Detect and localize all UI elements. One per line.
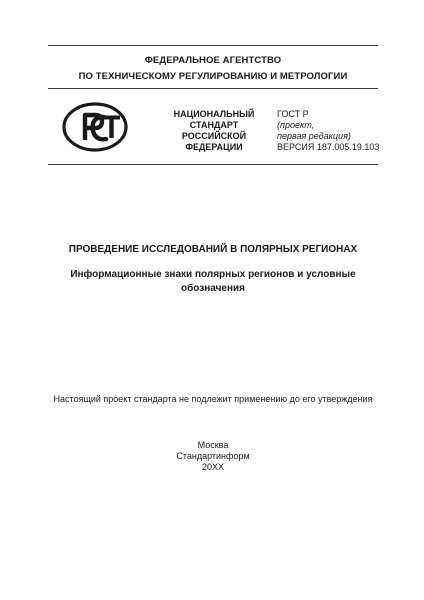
standard-type-line-2: СТАНДАРТ — [189, 120, 239, 130]
gost-designation-block — [277, 109, 379, 153]
standard-type-line-4: ФЕДЕРАЦИИ — [185, 142, 243, 152]
header-rule — [48, 88, 378, 89]
rst-certification-mark-icon — [62, 102, 128, 152]
agency-header — [48, 53, 378, 85]
standard-type-line-3: РОССИЙСКОЙ — [181, 131, 247, 141]
agency-line-2: ПО ТЕХНИЧЕСКОМУ РЕГУЛИРОВАНИЮ И МЕТРОЛОГИИ — [78, 71, 348, 82]
document-subtitle: Информационные знаки полярных регионов и условные обозначения — [70, 269, 356, 294]
standard-type-line-1: НАЦИОНАЛЬНЫЙ — [173, 109, 255, 119]
imprint-publisher: Стандартинформ — [176, 451, 250, 461]
draft-notice: Настоящий проект стандарта не подлежит применению до его утверждения — [53, 394, 373, 404]
gost-status-line-2: первая редакция) — [277, 131, 351, 141]
agency-line-1: ФЕДЕРАЛЬНОЕ АГЕНТСТВО — [144, 55, 282, 66]
gost-version: ВЕРСИЯ 187.005.19.103 — [277, 142, 380, 152]
designation-rule — [48, 164, 378, 165]
top-rule — [48, 45, 378, 46]
imprint-block — [48, 440, 378, 473]
gost-code: ГОСТ Р — [277, 109, 309, 119]
standard-type-block — [165, 109, 263, 153]
imprint-year: 20XX — [201, 462, 225, 472]
gost-status-line-1: (проект, — [277, 120, 315, 130]
document-title: ПРОВЕДЕНИЕ ИССЛЕДОВАНИЙ В ПОЛЯРНЫХ РЕГИОНАХ — [68, 244, 358, 255]
imprint-city: Москва — [197, 440, 229, 450]
